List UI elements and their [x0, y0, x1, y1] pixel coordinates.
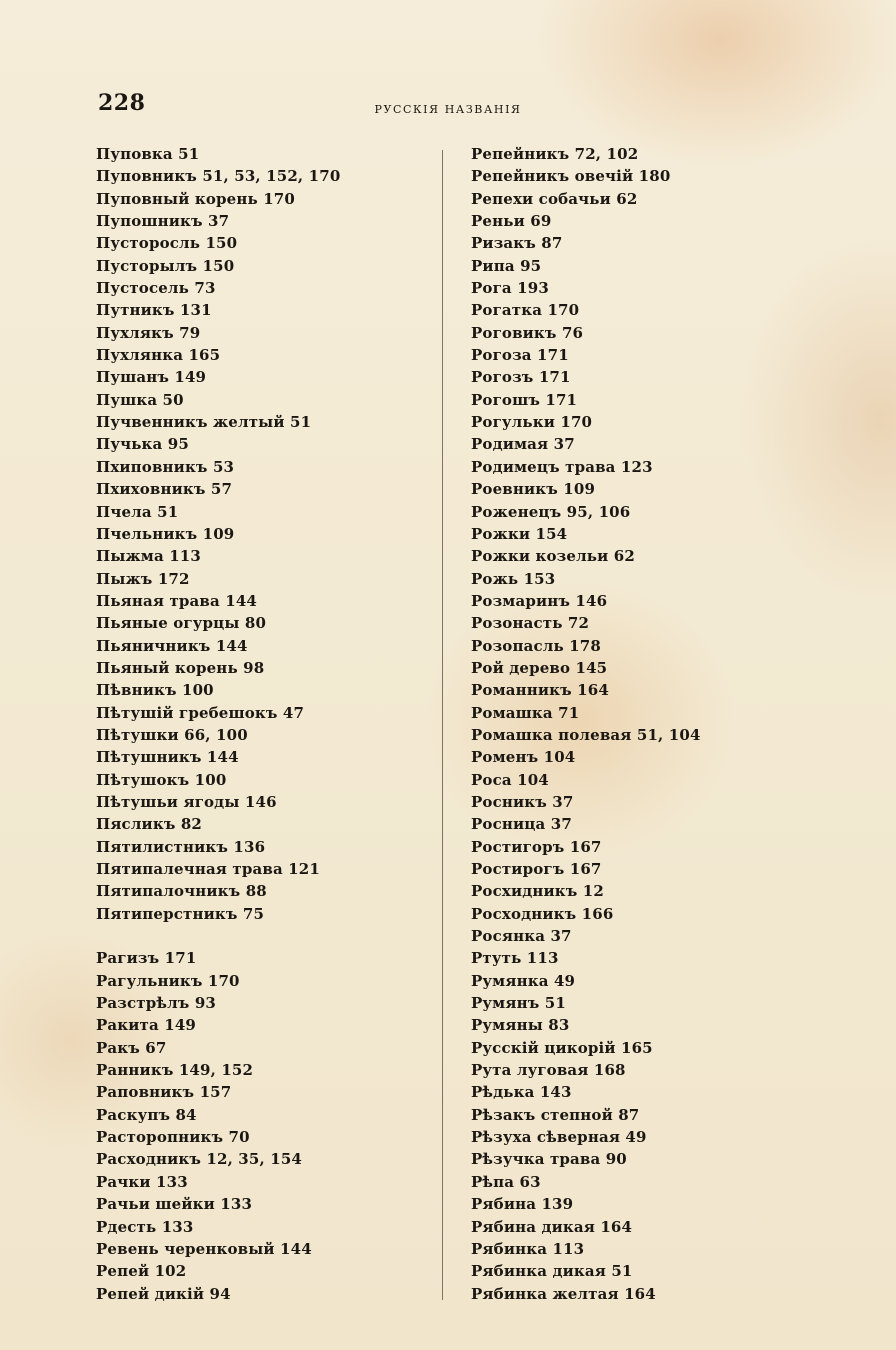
index-entry: Пустосель 73 — [96, 279, 216, 298]
index-entry: Раповникъ 157 — [96, 1083, 232, 1102]
index-entry: Ракита 149 — [96, 1016, 197, 1035]
index-entry: Пушанъ 149 — [96, 368, 207, 387]
index-entry: Румянка 49 — [471, 971, 576, 990]
index-entry: Пьяный корень 98 — [96, 658, 265, 677]
index-entry: Расходникъ 12, 35, 154 — [96, 1150, 302, 1169]
index-entry: Рѣзакъ степной 87 — [471, 1105, 640, 1124]
index-entry: Роевникъ 109 — [471, 480, 596, 499]
index-entry: Ртуть 113 — [471, 949, 559, 968]
index-entry: Пухлякъ 79 — [96, 323, 201, 342]
index-entry: Пѣвникъ 100 — [96, 681, 214, 700]
index-entry: Пучька 95 — [96, 435, 189, 454]
index-entry: Рдесть 133 — [96, 1217, 194, 1236]
index-entry: Пусторосль 150 — [96, 234, 238, 253]
index-entry: Раскупъ 84 — [96, 1105, 197, 1124]
running-title: РУССКІЯ НАЗВАНІЯ — [374, 103, 522, 116]
index-entry: Пхиховникъ 57 — [96, 480, 233, 499]
index-column-right — [471, 143, 801, 1305]
index-column-left — [96, 143, 426, 1305]
index-entry: Пѣтушникъ 144 — [96, 748, 239, 767]
index-entry: Роженецъ 95, 106 — [471, 502, 631, 521]
index-entry: Пушка 50 — [96, 390, 184, 409]
index-entry: Пьяные огурцы 80 — [96, 614, 267, 633]
index-entry: Рябинка 113 — [471, 1239, 585, 1258]
index-entry: Рипа 95 — [471, 256, 542, 275]
index-entry: Рожки козельи 62 — [471, 547, 635, 566]
index-entry: Ростирогъ 167 — [471, 860, 602, 878]
index-entry: Росянка 37 — [471, 927, 572, 946]
index-entry: Рогатка 170 — [471, 301, 580, 320]
index-entry: Репейникъ 72, 102 — [471, 145, 639, 163]
index-entry: Пупошникъ 37 — [96, 212, 230, 231]
index-entry: Рогоза 171 — [471, 346, 569, 365]
index-entry: Ромашка полевая 51, 104 — [471, 725, 701, 744]
index-entry: Рожь 153 — [471, 569, 556, 588]
index-entry: Пуповка 51 — [96, 145, 200, 163]
index-entry: Ревень черенковый 144 — [96, 1239, 312, 1258]
index-entry: Репейникъ овечій 180 — [471, 167, 671, 186]
index-entry: Росникъ 37 — [471, 792, 574, 811]
index-entry: Пчела 51 — [96, 502, 179, 521]
index-entry: Пѣтушки 66, 100 — [96, 725, 248, 744]
index-entry: Родимая 37 — [471, 435, 575, 454]
index-entry: Розмаринъ 146 — [471, 591, 608, 610]
index-entry: Ракъ 67 — [96, 1038, 167, 1057]
index-entry: Рѣзуха сѣверная 49 — [471, 1128, 647, 1147]
index-entry: Родимецъ трава 123 — [471, 457, 653, 476]
index-entry: Репей дикій 94 — [96, 1284, 231, 1303]
index-entry: Репехи собачьи 62 — [471, 189, 638, 208]
index-entry: Ранникъ 149, 152 — [96, 1061, 254, 1080]
index-entry: Рогозъ 171 — [471, 368, 571, 387]
index-entry: Рѣдька 143 — [471, 1083, 572, 1102]
index-entry: Пьяничникъ 144 — [96, 636, 248, 655]
index-entry: Розопасль 178 — [471, 636, 601, 655]
index-entry: Пѣтушокъ 100 — [96, 770, 227, 789]
index-entry: Рябина дикая 164 — [471, 1217, 633, 1236]
index-entry: Рога 193 — [471, 279, 549, 298]
index-entry: Пѣтушій гребешокъ 47 — [96, 703, 305, 722]
index-entry: Русскій цикорій 165 — [471, 1038, 653, 1057]
index-entry: Рагульникъ 170 — [96, 971, 240, 990]
index-entry: Пыжъ 172 — [96, 569, 190, 588]
index-entry: Рожки 154 — [471, 524, 568, 543]
index-entry: Розонасть 72 — [471, 614, 590, 633]
index-entry: Росходникъ 166 — [471, 904, 614, 923]
index-entry: Рябинка дикая 51 — [471, 1262, 633, 1281]
index-entry: Рачки 133 — [96, 1172, 188, 1191]
index-entry: Пуповникъ 51, 53, 152, 170 — [96, 167, 341, 186]
index-entry: Пухлянка 165 — [96, 346, 221, 365]
index-entry: Рогошъ 171 — [471, 390, 578, 409]
index-entry: Пятипалочникъ 88 — [96, 882, 267, 901]
index-entry: Реньи 69 — [471, 212, 552, 231]
index-entry: Путникъ 131 — [96, 301, 212, 320]
index-entry: Роменъ 104 — [471, 748, 576, 767]
index-entry: Расторопникъ 70 — [96, 1128, 250, 1147]
index-entry: Репей 102 — [96, 1262, 187, 1281]
index-entry: Пьяная трава 144 — [96, 591, 258, 610]
page-number: 228 — [98, 90, 146, 116]
index-entry: Пѣтушьи ягоды 146 — [96, 792, 277, 811]
index-entry: Пучвенникъ желтый 51 — [96, 413, 312, 432]
index-entry: Рябина 139 — [471, 1195, 574, 1214]
index-entry: Ростигоръ 167 — [471, 837, 602, 856]
index-entry: Рогульки 170 — [471, 413, 593, 432]
column-divider — [442, 150, 443, 1300]
index-entry: Пятипалечная трава 121 — [96, 860, 320, 878]
index-entry: Рябинка желтая 164 — [471, 1284, 656, 1303]
index-entry: Рѣзучка трава 90 — [471, 1150, 627, 1169]
index-entry: Пусторылъ 150 — [96, 256, 235, 275]
index-entry: Рѣпа 63 — [471, 1172, 541, 1191]
index-entry: Румяны 83 — [471, 1016, 570, 1035]
index-entry: Пчельникъ 109 — [96, 524, 235, 543]
index-entry: Пясликъ 82 — [96, 815, 203, 834]
index-entry: Роса 104 — [471, 770, 549, 789]
index-entry: Романникъ 164 — [471, 681, 609, 700]
index-entry: Пуповный корень 170 — [96, 189, 295, 208]
index-entry: Пятилистникъ 136 — [96, 837, 266, 856]
index-entry: Рачьи шейки 133 — [96, 1195, 253, 1214]
index-entry: Ромашка 71 — [471, 703, 580, 722]
index-entry: Пхиповникъ 53 — [96, 457, 235, 476]
index-entry: Роговикъ 76 — [471, 323, 584, 342]
index-entry: Рута луговая 168 — [471, 1061, 626, 1080]
index-entry: Ризакъ 87 — [471, 234, 563, 253]
index-entry: Росница 37 — [471, 815, 572, 834]
index-entry: Пятиперстникъ 75 — [96, 904, 265, 923]
index-entry: Разстрѣлъ 93 — [96, 994, 217, 1013]
index-entry: Румянъ 51 — [471, 994, 566, 1013]
index-entry: Рой дерево 145 — [471, 658, 608, 677]
index-entry: Росхидникъ 12 — [471, 882, 604, 901]
index-entry: Пыжма 113 — [96, 547, 201, 566]
index-entry: Рагизъ 171 — [96, 949, 197, 968]
section-gap — [96, 925, 426, 947]
